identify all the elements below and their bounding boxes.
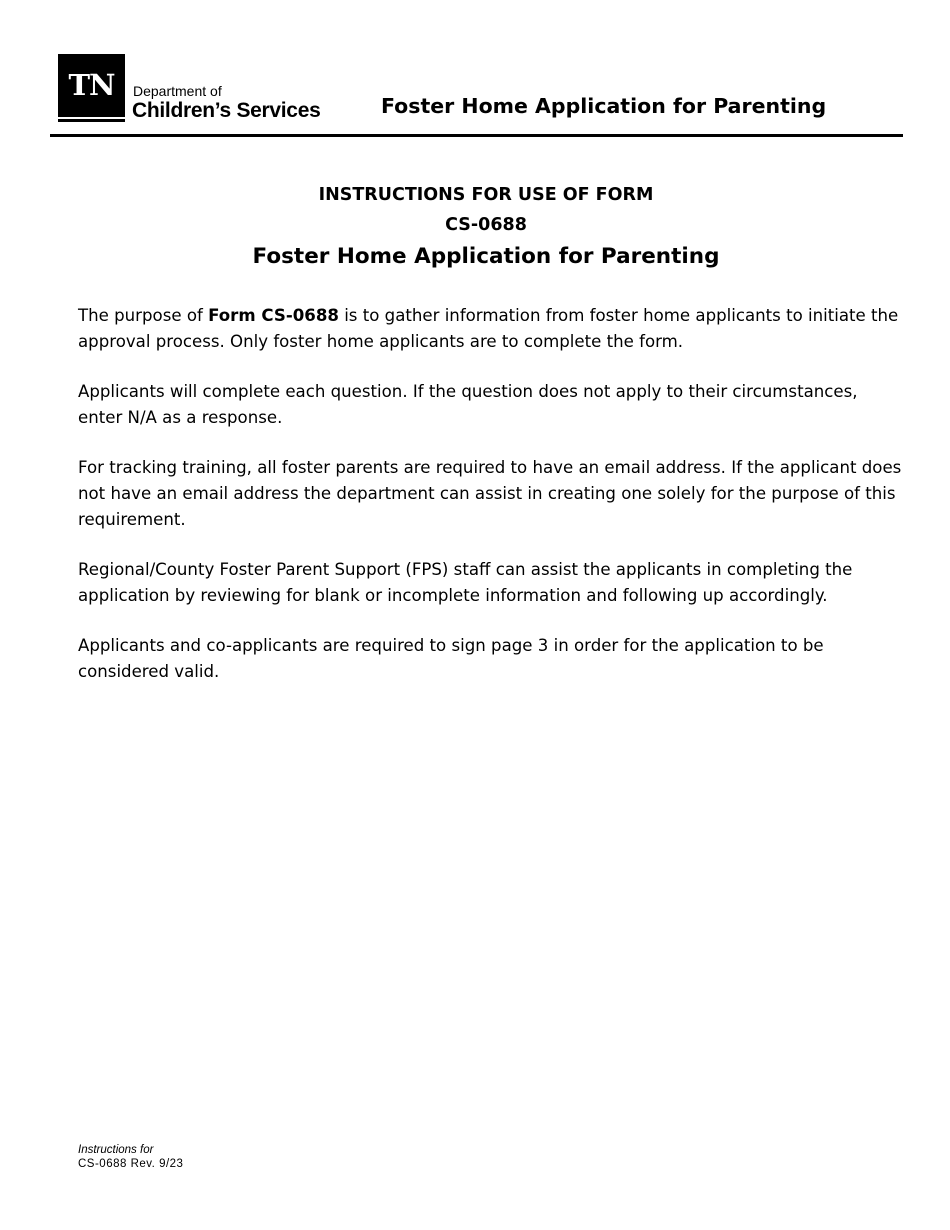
- form-code: CS-0688: [445, 215, 527, 235]
- form-reference: Form CS-0688: [208, 306, 339, 325]
- paragraph-signature: Applicants and co-applicants are required to sign page 3 in order for the application to be considered valid.: [78, 636, 824, 681]
- paragraph-complete-questions: Applicants will complete each question. If the question does not apply to their circumstances, enter N/A as a response.: [78, 382, 858, 427]
- paragraph-email-requirement: For tracking training, all foster parents are required to have an email address. If the applicant does not have an email address the department can assist in creating one solely for the purpose of this requirement.: [78, 458, 902, 529]
- footer-revision: CS-0688 Rev. 9/23: [78, 1158, 184, 1170]
- logo-rule-upper: [58, 114, 125, 117]
- footer-label: Instructions for: [78, 1144, 154, 1156]
- paragraph-purpose-rest: is to gather information from foster home applicants to initiate the approval process. Only foster home applicants are to complete the form.: [78, 306, 899, 351]
- form-title: Foster Home Application for Parenting: [252, 244, 720, 269]
- tn-logo: [58, 54, 125, 116]
- header-divider: [50, 134, 903, 137]
- tn-logo-text: TN: [68, 68, 115, 102]
- department-name: Children’s Services: [132, 99, 321, 122]
- header-title: Foster Home Application for Parenting: [381, 94, 827, 118]
- instructions-heading: INSTRUCTIONS FOR USE OF FORM: [318, 185, 654, 205]
- department-label: Department of: [133, 83, 222, 99]
- paragraph-fps-staff: Regional/County Foster Parent Support (FPS) staff can assist the applicants in completing the application by reviewing for blank or incomplete information and following up accordingly.: [78, 560, 853, 605]
- paragraph-purpose-lead: The purpose of: [78, 306, 209, 325]
- logo-rule-lower: [58, 119, 125, 122]
- paragraph-purpose: [78, 303, 906, 355]
